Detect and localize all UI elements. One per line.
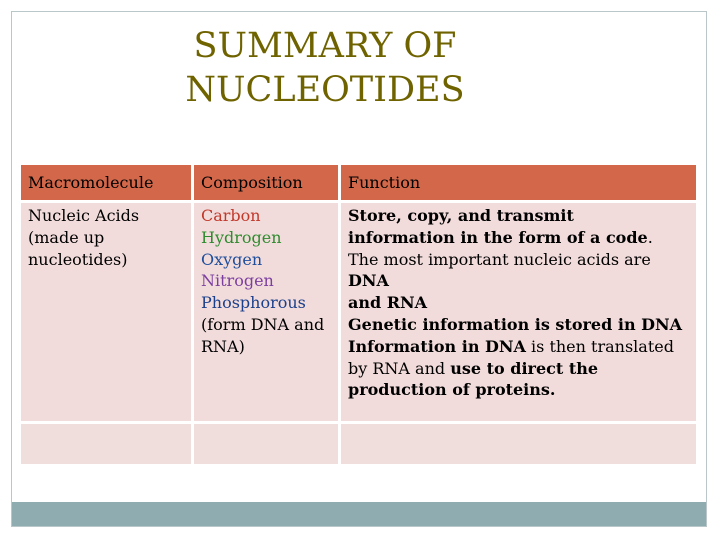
footer-bar bbox=[12, 502, 706, 526]
function-line: and RNA bbox=[348, 293, 428, 313]
function-text: Information in DNA bbox=[348, 336, 526, 356]
function-text: by RNA and bbox=[348, 358, 451, 378]
function-line: Store, copy, and transmit bbox=[348, 206, 574, 225]
element-oxygen: Oxygen bbox=[201, 249, 263, 269]
table-header-row bbox=[20, 164, 698, 202]
cell-function bbox=[340, 202, 698, 423]
empty-cell bbox=[193, 423, 340, 466]
cell-composition bbox=[193, 202, 340, 423]
cell-line: nucleotides) bbox=[28, 249, 128, 269]
element-phosphorous: Phosphorous bbox=[201, 293, 306, 313]
header-function: Function bbox=[340, 164, 698, 202]
empty-cell bbox=[340, 423, 698, 466]
function-text: use to direct the bbox=[450, 358, 599, 378]
table-row-empty bbox=[20, 423, 698, 466]
title-line-1: SUMMARY OF bbox=[193, 26, 457, 66]
function-text: DNA bbox=[348, 271, 389, 291]
function-text: . bbox=[647, 227, 653, 247]
element-carbon: Carbon bbox=[201, 206, 261, 225]
empty-cell bbox=[20, 423, 193, 466]
title-line-2: NUCLEOTIDES bbox=[185, 70, 465, 110]
header-composition: Composition bbox=[193, 164, 340, 202]
element-hydrogen: Hydrogen bbox=[201, 227, 282, 247]
function-text: information in the form of a code bbox=[348, 227, 648, 247]
function-line: Genetic information is stored in DNA bbox=[348, 314, 683, 334]
slide-title bbox=[150, 24, 500, 112]
cell-macromolecule bbox=[20, 202, 193, 423]
element-nitrogen: Nitrogen bbox=[201, 271, 274, 291]
table-row bbox=[20, 202, 698, 423]
cell-line: (made up bbox=[28, 227, 105, 247]
composition-note: RNA) bbox=[201, 336, 245, 356]
composition-note: (form DNA and bbox=[201, 314, 325, 334]
function-text: is then translated bbox=[525, 336, 674, 356]
function-text: The most important nucleic acids are bbox=[348, 249, 651, 269]
cell-line: Nucleic Acids bbox=[28, 206, 140, 225]
function-line: production of proteins. bbox=[348, 380, 556, 400]
function-line bbox=[348, 227, 688, 249]
function-line bbox=[348, 336, 688, 358]
function-line bbox=[348, 358, 688, 380]
summary-table bbox=[18, 162, 699, 467]
header-macromolecule: Macromolecule bbox=[20, 164, 193, 202]
function-line bbox=[348, 249, 688, 293]
